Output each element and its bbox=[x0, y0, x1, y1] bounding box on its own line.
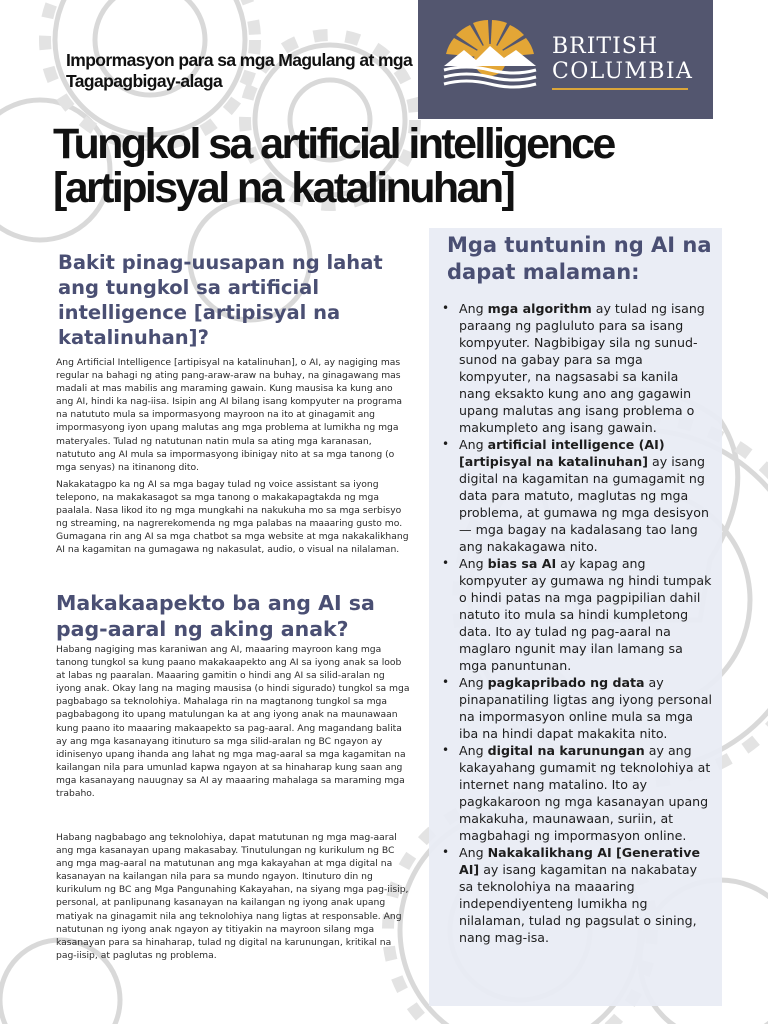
logo-wordmark bbox=[552, 34, 693, 84]
term-label: bias sa AI bbox=[487, 556, 557, 571]
logo-word-british: BRITISH bbox=[552, 34, 659, 59]
british-columbia-logo bbox=[418, 0, 713, 119]
page-title: Tungkol sa artificial intelligence [artipisyal na katalinuhan] bbox=[53, 120, 614, 212]
term-item-data-privacy: • Ang pagkapribado ng data ay pinapanatiling ligtas ang iyong personal na impormasyon online mula sa mga iba na hindi dapat makakita nito. bbox=[440, 674, 712, 742]
term-item-algorithms: • Ang mga algorithm ay tulad ng isang paraang ng pagluluto para sa isang kompyuter. Nagbibigay sila ng sunud-sunod na gabay para sa mga kompyuter, na nagsasabi sa kanila nang eksakto kung ano ang gagawin upang malutas ang isang problema o makumpleto ang isang gawain. bbox=[440, 300, 712, 436]
term-label: Nakakalikhang AI [Generative AI] bbox=[459, 845, 700, 877]
term-item-ai-bias: • Ang bias sa AI ay kapag ang kompyuter ay gumawa ng hindi tumpak o hindi patas na mga pagpipilian dahil natuto ito mula sa hindi kumpletong data. Ito ay tulad ng pag-aaral na maglaro ngunit may ilan lamang sa mga panuntunan. bbox=[440, 555, 712, 674]
ai-terms-list bbox=[440, 300, 712, 946]
paragraph-ai-examples: Nakakatagpo ka ng AI sa mga bagay tulad ng voice assistant sa iyong telepono, na makakasagot sa mga tanong o makakapagtakda ng mga paalala. Nasa likod ito ng mga mungkahi na nakukuha mo sa mga serbisyo ng streaming, na nagrerekomenda ng mga palabas na maaaring gusto mo. Gumagana rin ang AI sa mga chatbot sa mga website at mga nakakalikhang AI na kagamitan na gumagawa ng nakasulat, audio, o visual na nilalaman. bbox=[56, 479, 409, 556]
term-label: artificial intelligence (AI) [artipisyal na katalinuhan] bbox=[459, 437, 665, 469]
term-item-generative-ai: • Ang Nakakalikhang AI [Generative AI] ay isang kagamitan na nakabatay sa teknolohiya na maaaring independiyenteng lumikha ng nilalaman, tulad ng pagsulat o sining, nang mag-isa. bbox=[440, 844, 712, 946]
term-item-digital-literacy: • Ang digital na karunungan ay ang kakayahang gumamit ng teknolohiya at internet nang matalino. Ito ay pagkakaroon ng mga kasanayan upang makakuha, maunawaan, suriin, at magbahagi ng impormasyon online. bbox=[440, 742, 712, 844]
section-heading-why-ai: Bakit pinag-uusapan ng lahat ang tungkol sa artificial intelligence [artipisyal na katalinuhan]? bbox=[58, 251, 383, 349]
section-heading-ai-terms: Mga tuntunin ng AI na dapat malaman: bbox=[447, 233, 712, 284]
paragraph-ai-intro: Ang Artificial Intelligence [artipisyal na katalinuhan], o AI, ay nagiging mas regular na bahagi ng ating pang-araw-araw na buhay, na ginagawang mas madali at mas mabilis ang maraming gawain. Kung mausisa ka kung ano ang AI, hindi ka nag-iisa. Isipin ang AI bilang isang kompyuter na programa na natututo mula sa impormasyong mayroon na ito at ginagamit ang impormasyong iyon upang malutas ang mga problema at lumikha ng mga materyales. Tulad ng natutunan natin mula sa ating mga karanasan, natututo ang AI mula sa impormasyong ibinigay nito at sa mga tanong (o mga senyas) na itinanong dito. bbox=[56, 357, 403, 473]
bc-sun-mountains-icon bbox=[442, 20, 538, 90]
term-label: digital na karunungan bbox=[487, 743, 645, 758]
term-item-artificial-intelligence: • Ang artificial intelligence (AI) [artipisyal na katalinuhan] ay isang digital na kagamitan na gumagamit ng data para matuto, maglutas ng mga problema, at gumawa ng mga desisyon — mga bagay na kadalasang tao lang ang nakakagawa nito. bbox=[440, 436, 712, 555]
document-subtitle: Impormasyon para sa mga Magulang at mga Tagapagbigay-alaga bbox=[66, 50, 413, 91]
logo-gold-rule bbox=[552, 88, 688, 90]
paragraph-bc-curriculum: Habang nagbabago ang teknolohiya, dapat matutunan ng mga mag-aaral ang mga kasanayan upang makasabay. Tinutulungan ng kurikulum ng BC ang mga mag-aaral na matutunan ang mga kakayahan at mga digital na kasanayan na kailangan nila para sa mundo ngayon. Itinuturo din ng kurikulum ng BC ang Mga Pangunahing Kakayahan, na siyang mga pag-iisip, personal, at panlipunang kasanayan na kailangan ng iyong anak upang matiyak na ginagamit nila ang teknolohiya nang ligtas at responsable. Ang natutunan ng iyong anak ngayon ay titiyakin na mayroon silang mga kasanayan para sa hinaharap, tulad ng digital na karunungan, kritikal na pag-iisip, at paglutas ng problema. bbox=[56, 832, 409, 961]
term-label: mga algorithm bbox=[487, 301, 592, 316]
section-heading-ai-learning: Makakaapekto ba ang AI sa pag-aaral ng aking anak? bbox=[56, 591, 375, 641]
term-label: pagkapribado ng data bbox=[487, 675, 645, 690]
logo-word-columbia: COLUMBIA bbox=[552, 59, 694, 84]
paragraph-ai-classroom: Habang nagiging mas karaniwan ang AI, maaaring mayroon kang mga tanong tungkol sa kung paano makakaapekto ang AI sa iyong anak sa loob at labas ng paaralan. Maaaring gamitin o hindi ang AI sa silid-aralan ng iyong anak. Okay lang na maging mausisa (o hindi sigurado) tungkol sa mga pagbabago sa teknolohiya. Mahalaga rin na magtanong tungkol sa mga pagbabagong ito upang matulungan ka at ang iyong anak na maunawaan kung paano ito maaaring makaapekto sa pag-aaral. Ang magandang balita ay ang mga kasanayang itinuturo sa mga silid-aralan ng BC ngayon ay idinisenyo upang ihanda ang lahat ng mga mag-aaral sa mga kagamitan na kailangan nila para umunlad kapwa ngayon at sa hinaharap kung saan ang mga kasanayang nauugnay sa AI ay maaaring mahalaga sa maraming mga trabaho. bbox=[56, 644, 410, 800]
